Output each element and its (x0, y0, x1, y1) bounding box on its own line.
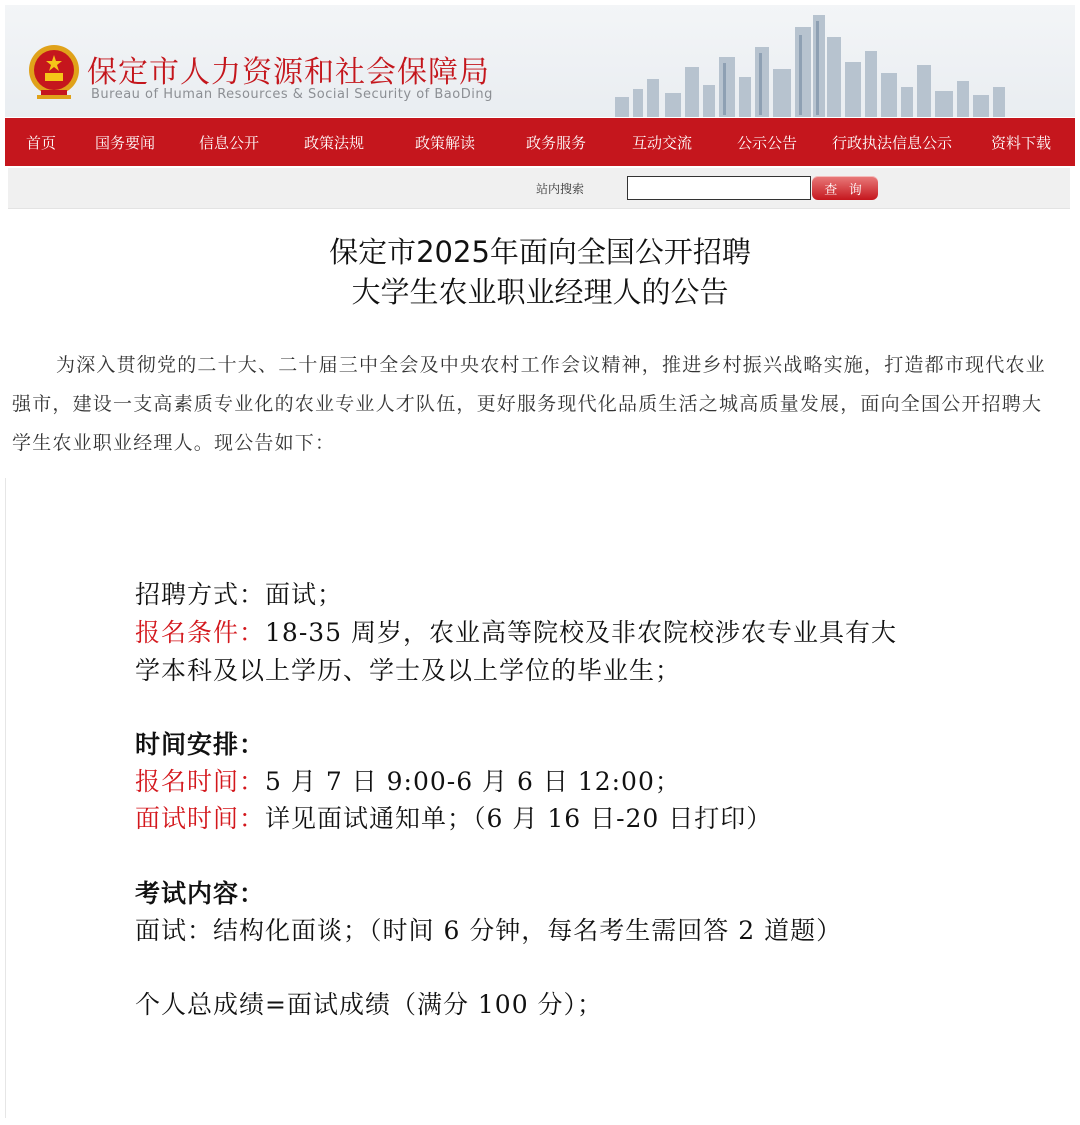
conditions-line2: 学本科及以上学历、学士及以上学位的毕业生； (135, 656, 682, 685)
recruit-method: 招聘方式：面试； (135, 580, 344, 609)
nav-item-info-disclosure[interactable]: 信息公开 (198, 133, 259, 152)
search-bar (8, 168, 1070, 209)
signup-row (135, 762, 681, 798)
nav-item-gov-services[interactable]: 政务服务 (525, 133, 586, 152)
search-input[interactable] (627, 176, 811, 200)
nav-item-announcements[interactable]: 公示公告 (736, 133, 797, 152)
exam-heading: 考试内容： (135, 879, 266, 908)
nav-item-downloads[interactable]: 资料下载 (990, 133, 1051, 152)
interview-value: 详见面试通知单；（6 月 16 日-20 日打印） (265, 804, 773, 833)
search-label: 站内搜索 (536, 182, 585, 196)
article-content-image (5, 478, 1076, 1118)
nav-item-interaction[interactable]: 互动交流 (631, 133, 692, 152)
article-intro: 为深入贯彻党的二十大、二十届三中全会及中央农村工作会议精神，推进乡村振兴战略实施，打造都市现代农业强市，建设一支高素质专业化的农业专业人才队伍，更好服务现代化品质生活之城高质量发展，面向全国公开招聘大学生农业职业经理人。现公告如下： (12, 354, 1046, 454)
interview-label: 面试时间： (135, 804, 266, 833)
nav-item-state-news[interactable]: 国务要闻 (94, 133, 155, 152)
signup-value: 5 月 7 日 9:00-6 月 6 日 12:00； (265, 767, 681, 796)
national-emblem-icon (27, 43, 81, 101)
site-title: 保定市人力资源和社会保障局 (87, 55, 490, 90)
exam-value: 面试：结构化面谈；（时间 6 分钟，每名考生需回答 2 道题） (135, 916, 843, 945)
schedule-heading: 时间安排： (135, 730, 266, 759)
site-banner (5, 5, 1075, 117)
conditions-row (135, 613, 897, 649)
nav-item-law-enforcement-info[interactable]: 行政执法信息公示 (831, 133, 952, 152)
main-nav (5, 118, 1075, 166)
search-button[interactable]: 查 询 (812, 176, 878, 200)
signup-label: 报名时间： (135, 767, 266, 796)
site-subtitle: Bureau of Human Resources & Social Security of BaoDing (91, 87, 493, 102)
conditions-label: 报名条件： (135, 618, 266, 647)
interview-row (135, 799, 772, 835)
nav-item-policies[interactable]: 政策法规 (303, 133, 364, 152)
article-title-line1: 保定市2025年面向全国公开招聘 (329, 235, 751, 269)
article-title-line2: 大学生农业职业经理人的公告 (351, 275, 729, 309)
score-value: 个人总成绩=面试成绩（满分 100 分）； (135, 990, 604, 1019)
nav-item-home[interactable]: 首页 (25, 133, 56, 152)
city-skyline-graphic (605, 7, 1035, 117)
conditions-line1: 18-35 周岁，农业高等院校及非农院校涉农专业具有大 (265, 618, 898, 647)
nav-item-policy-interpretation[interactable]: 政策解读 (414, 133, 475, 152)
